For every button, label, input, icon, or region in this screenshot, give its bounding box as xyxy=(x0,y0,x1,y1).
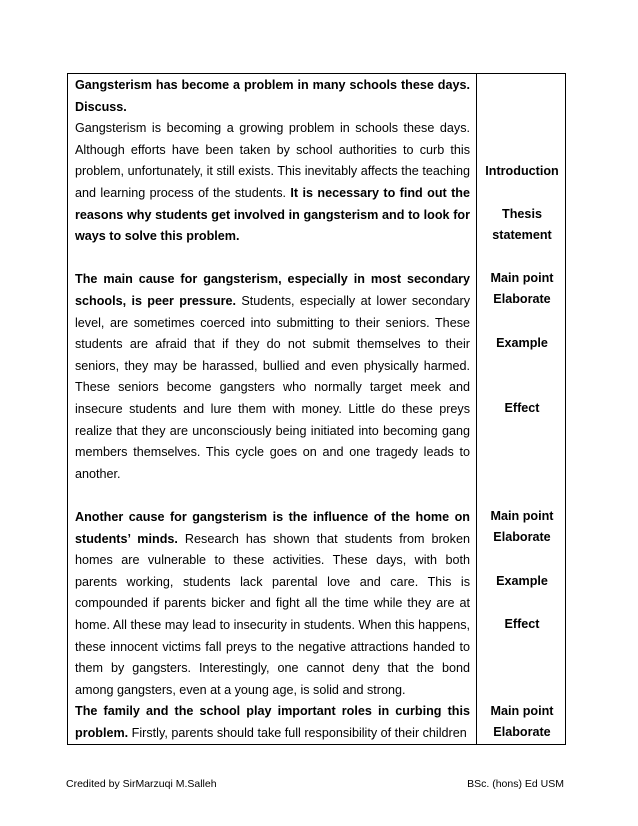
body-text: them by gangsters. Interestingly, one cannot deny that the bond xyxy=(75,661,470,676)
essay-line xyxy=(75,464,470,486)
essay-line xyxy=(75,118,470,140)
essay-line xyxy=(75,334,470,356)
body-text: seniors, they may be harassed, bullied and even physically harmed. xyxy=(75,358,470,373)
body-text: Research has shown that students from broken xyxy=(177,531,470,546)
bold-text: students’ minds. xyxy=(75,531,178,546)
body-text: insecure students and lure them with money. Little do these preys xyxy=(75,402,470,416)
bold-text: schools, is peer pressure. xyxy=(75,294,236,308)
body-text: level, are sometimes coerced into submitting to their seniors. These xyxy=(75,315,470,330)
body-text: and learning process of the students. xyxy=(75,186,291,200)
bold-text: ways to solve this problem. xyxy=(75,229,240,244)
essay-line xyxy=(75,593,470,615)
essay-line xyxy=(75,680,470,702)
essay-line xyxy=(75,291,470,313)
annotation-label: Thesis xyxy=(502,207,542,221)
essay-line xyxy=(75,226,470,248)
annotation-label: Example xyxy=(496,574,548,588)
essay-line xyxy=(75,529,470,551)
essay-line xyxy=(75,701,470,723)
bold-text: The family and the school play important roles in curbing this xyxy=(75,704,470,719)
bold-text: Discuss. xyxy=(75,99,127,114)
footer-qualification: BSc. (hons) Ed USM xyxy=(467,778,564,790)
body-text: students are afraid that if they do not submit themselves to their xyxy=(75,337,470,352)
essay-line xyxy=(75,75,470,97)
essay-line xyxy=(75,205,470,227)
essay-line xyxy=(75,723,470,745)
essay-line xyxy=(75,615,470,637)
body-text: these innocent victims fall preys to the negative attractions handed to xyxy=(75,639,470,654)
bold-text: Gangsterism has become a problem in many schools these days. xyxy=(75,78,470,92)
bold-text: Another cause for gangsterism is the influence of the home on xyxy=(75,510,470,524)
essay-line xyxy=(75,313,470,335)
essay-line xyxy=(75,658,470,680)
essay-line xyxy=(75,97,470,119)
body-text: parents working, students lack parental love and care. This is xyxy=(75,574,470,589)
essay-line xyxy=(75,161,470,183)
essay-line xyxy=(75,421,470,443)
body-text: Gangsterism is becoming a growing problem in schools these days. xyxy=(75,121,470,136)
footer-credit: Credited by SirMarzuqi M.Salleh xyxy=(66,778,217,790)
annotation-label: Example xyxy=(496,336,548,350)
essay-line xyxy=(75,572,470,594)
body-text: Students, especially at lower secondary xyxy=(235,294,470,308)
annotation-label: Effect xyxy=(504,401,540,415)
annotation-label: Main point xyxy=(490,271,554,285)
essay-line xyxy=(75,637,470,659)
bold-text: reasons why students get involved in gangsterism and to look for xyxy=(75,207,470,222)
essay-line xyxy=(75,507,470,529)
annotation-label: Effect xyxy=(504,617,540,631)
annotation-label: Introduction xyxy=(485,164,559,178)
essay-line xyxy=(75,269,470,291)
bold-text: The main cause for gangsterism, especially in most secondary xyxy=(75,272,470,287)
annotation-label: Main point xyxy=(490,509,554,523)
body-text: another. xyxy=(75,466,121,481)
essay-line xyxy=(75,550,470,572)
essay-line xyxy=(75,183,470,205)
bold-text: It is necessary to find out the xyxy=(290,186,470,200)
essay-line xyxy=(75,377,470,399)
essay-line xyxy=(75,140,470,162)
annotation-label: Elaborate xyxy=(493,292,551,306)
body-text: realize that they are unconsciously being initiated into becoming gang xyxy=(75,423,470,438)
body-text: among gangsters, even at a young age, is solid and strong. xyxy=(75,682,406,697)
body-text: These seniors become gangsters who normally target meek and xyxy=(75,380,470,395)
body-text: Although efforts have been taken by school authorities to curb this xyxy=(75,142,470,157)
annotation-label: statement xyxy=(492,228,552,242)
essay-line xyxy=(75,356,470,378)
annotation-label: Main point xyxy=(490,704,554,718)
body-text: Firstly, parents should take full responsibility of their children xyxy=(128,726,467,740)
essay-line xyxy=(75,399,470,421)
body-text: members themselves. This cycle goes on and one tragedy leads to xyxy=(75,445,470,460)
essay-table xyxy=(67,73,566,745)
annotation-label: Elaborate xyxy=(493,530,551,544)
body-text: homes are vulnerable to these activities. These days, with both xyxy=(75,553,470,568)
essay-line xyxy=(75,442,470,464)
body-text: compounded if parents bicker and fight all the time while they are at xyxy=(75,596,470,611)
body-text: problem, unfortunately, it still exists. This inevitably affects the teaching xyxy=(75,164,470,179)
bold-text: problem. xyxy=(75,726,129,740)
body-text: home. All these may lead to insecurity in students. When this happens, xyxy=(75,618,470,632)
annotation-label: Elaborate xyxy=(493,725,551,739)
